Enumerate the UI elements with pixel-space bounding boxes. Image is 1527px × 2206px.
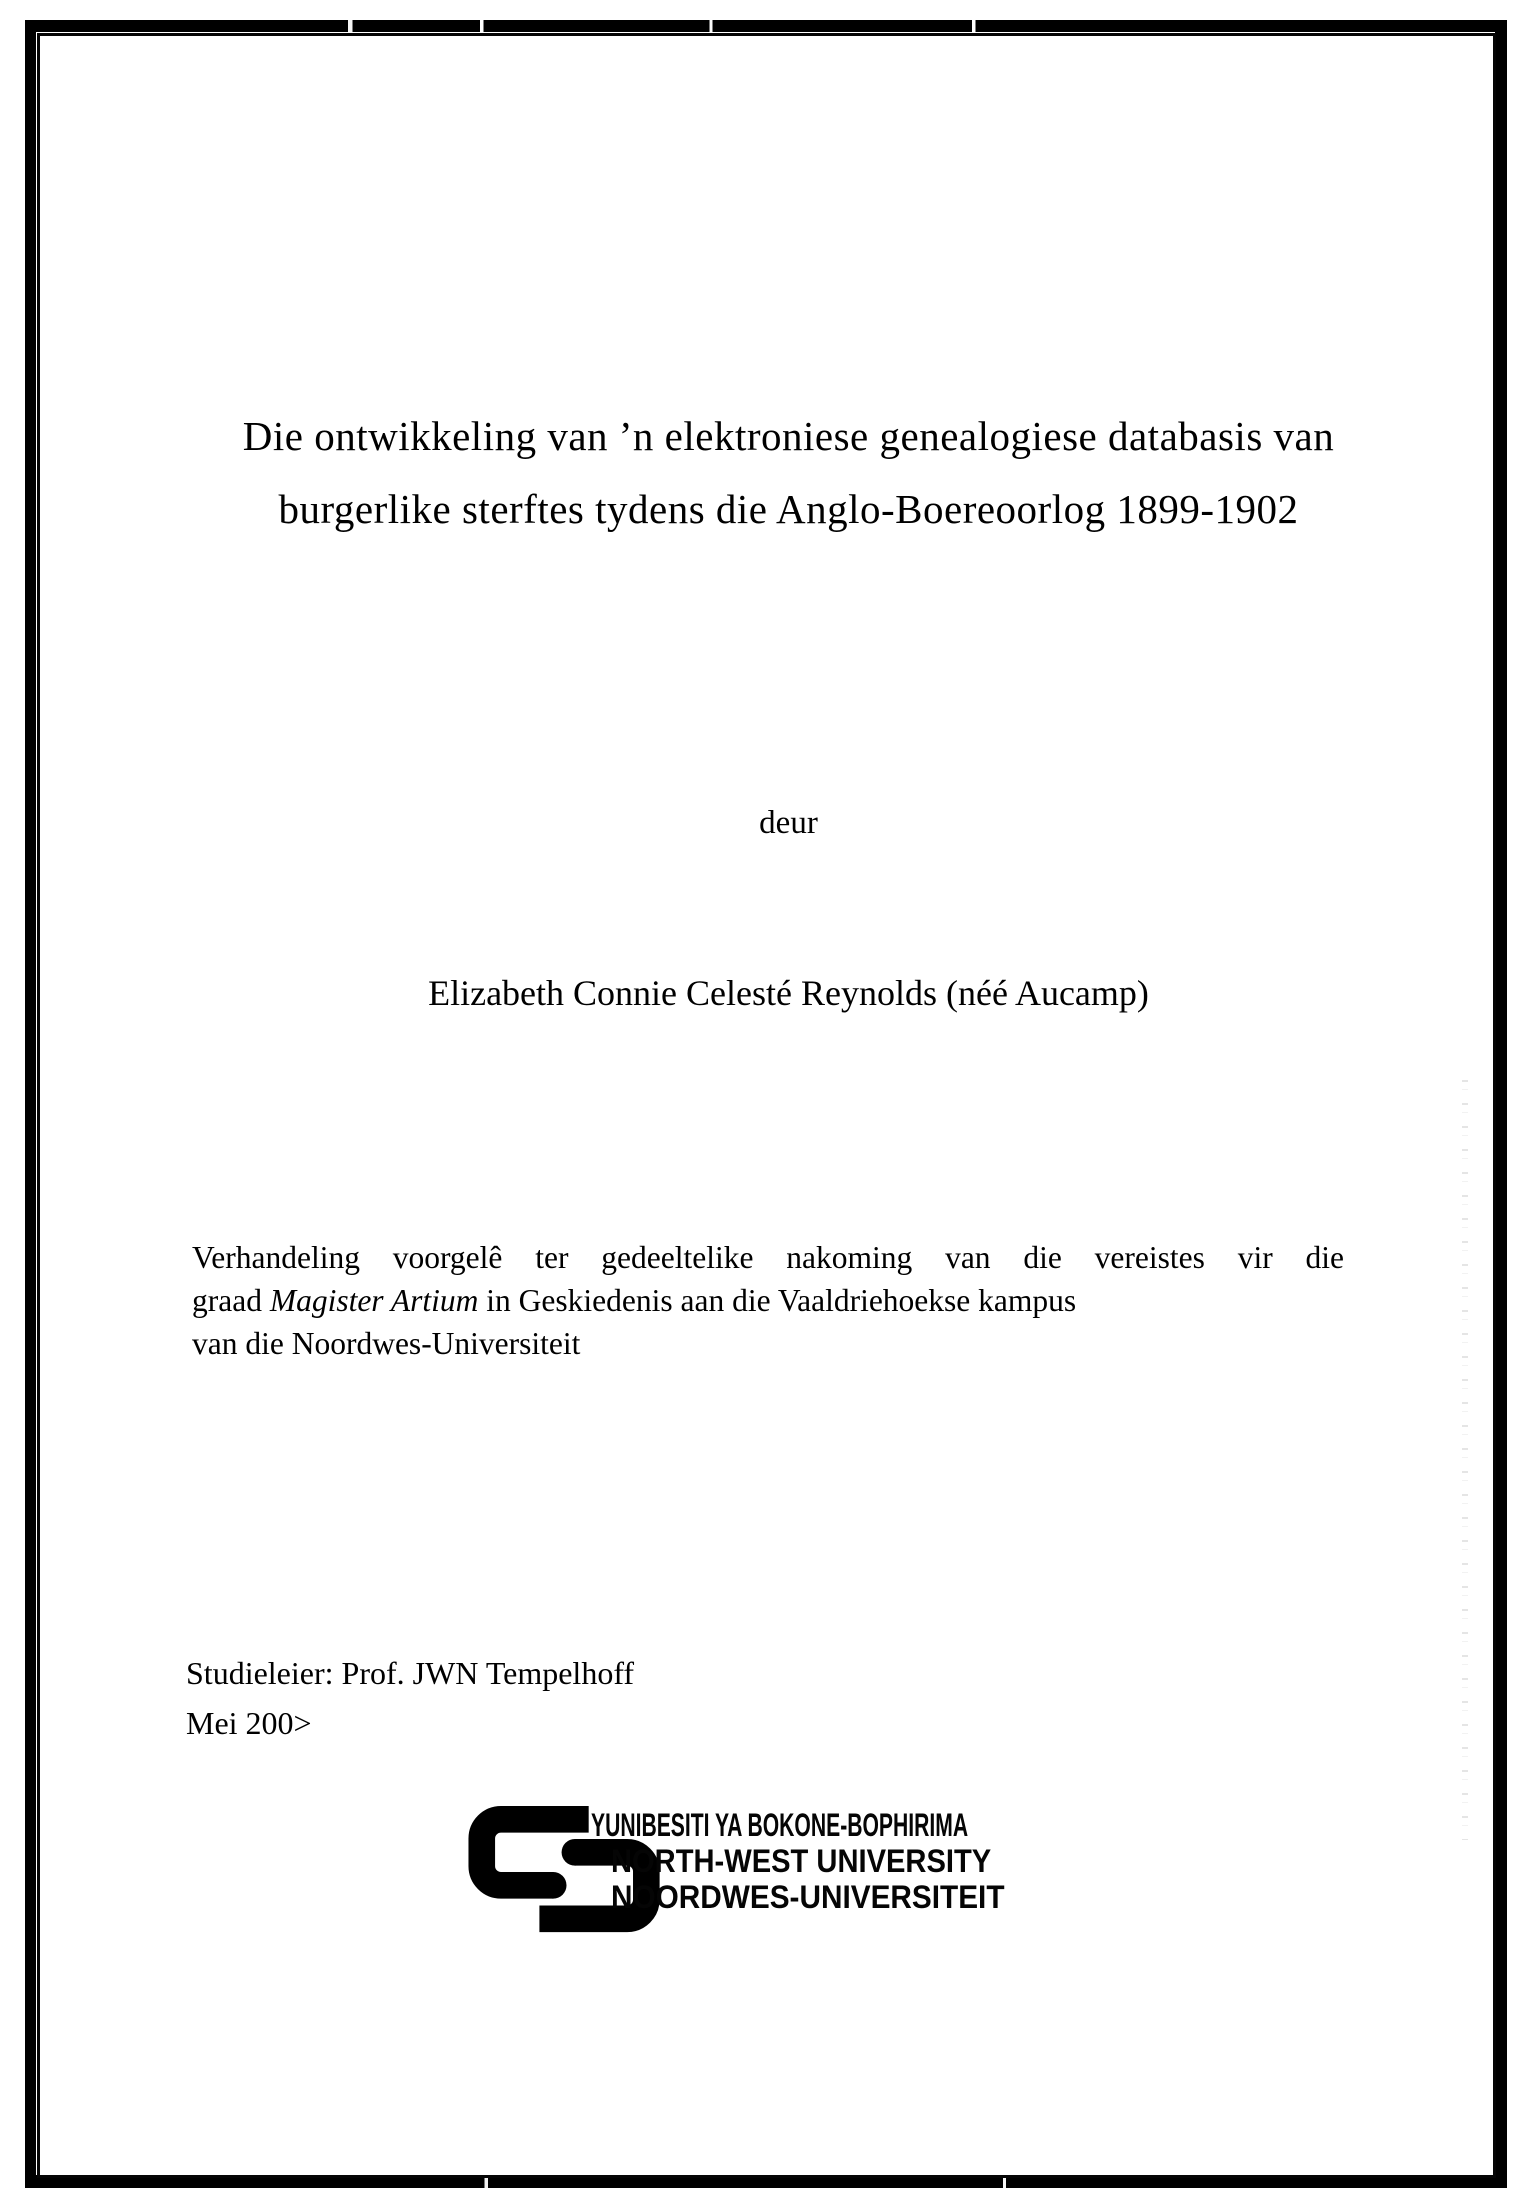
logo-text-setswana: YUNIBESITI YA BOKONE-BOPHIRIMA [591,1807,969,1843]
degree-statement-line-3: van die Noordwes-Universiteit [192,1326,581,1361]
degree-statement-line-1: Verhandeling voorgelê ter gedeeltelike nakoming van die vereistes vir die [192,1240,1344,1275]
degree-statement-line2-pre: graad [192,1283,270,1318]
page-border-top [25,20,1507,32]
logo-text-afrikaans: NOORDWES-UNIVERSITEIT [611,1879,1005,1915]
thesis-title [90,400,1487,546]
supervisor-block [186,1648,634,1748]
page-border-left [25,20,36,2188]
page-border-right [1495,20,1507,2188]
university-logo-text [591,1807,1162,1915]
degree-statement-line2-post: in Geskiedenis aan die Vaaldriehoekse kampus [478,1283,1077,1318]
author-name: Elizabeth Connie Celesté Reynolds (néé Aucamp) [428,973,1149,1013]
thesis-title-line-1: Die ontwikkeling van ’n elektroniese genealogiese databasis van [242,413,1335,459]
thesis-title-line-2: burgerlike sterftes tydens die Anglo-Boereoorlog 1899-1902 [278,486,1299,532]
logo-text-english: NORTH-WEST UNIVERSITY [611,1843,992,1879]
byline-deur: deur [759,805,818,841]
date-line: Mei 200> [186,1705,312,1741]
degree-statement [192,1236,1344,1365]
degree-statement-line-2 [192,1279,1344,1322]
degree-name-italic: Magister Artium [269,1283,479,1318]
scan-noise [1462,1080,1468,1840]
supervisor-line: Studieleier: Prof. JWN Tempelhoff [186,1655,635,1691]
